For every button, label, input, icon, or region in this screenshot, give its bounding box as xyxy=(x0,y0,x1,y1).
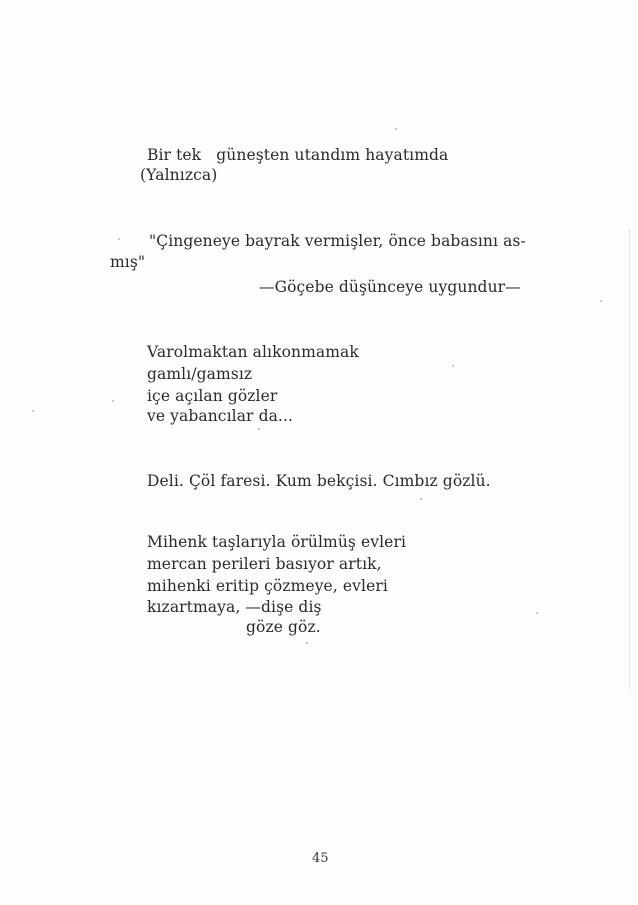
scan-speck xyxy=(536,612,538,614)
poem-line: Bir tek güneşten utandım hayatımda xyxy=(147,146,449,164)
poem-line: mihenki eritip çözmeye, evleri xyxy=(147,577,388,595)
poem-line: Varolmaktan alıkonmamak xyxy=(147,343,359,361)
scan-edge-line xyxy=(628,230,630,690)
poem-line: mış" xyxy=(110,253,146,271)
poem-line: "Çingeneye bayrak vermişler, önce babasını as- xyxy=(149,232,526,250)
poem-line: mercan perileri basıyor artık, xyxy=(147,555,382,573)
poem-line: kızartmaya, —dişe diş xyxy=(147,598,322,616)
poem-line: gamlı/gamsız xyxy=(147,365,253,383)
poem-line: göze göz. xyxy=(246,618,321,636)
scan-speck xyxy=(32,410,34,412)
poem-line: (Yalnızca) xyxy=(140,166,218,184)
scan-speck xyxy=(420,498,422,500)
poem-line: Mihenk taşlarıyla örülmüş evleri xyxy=(147,533,407,551)
scan-speck xyxy=(452,365,454,367)
scan-speck xyxy=(306,642,308,644)
poem-line: ve yabancılar da... xyxy=(147,407,294,425)
scan-speck xyxy=(112,400,114,402)
poem-line: içe açılan gözler xyxy=(147,387,278,405)
page-number: 45 xyxy=(312,851,329,866)
scan-speck xyxy=(258,428,260,430)
poem-line: Deli. Çöl faresi. Kum bekçisi. Cımbız gözlü. xyxy=(147,472,491,490)
scan-speck xyxy=(118,238,120,240)
scan-speck xyxy=(395,128,397,130)
poem-attribution: —Göçebe düşünceye uygundur— xyxy=(259,278,521,296)
scan-speck xyxy=(600,300,602,302)
